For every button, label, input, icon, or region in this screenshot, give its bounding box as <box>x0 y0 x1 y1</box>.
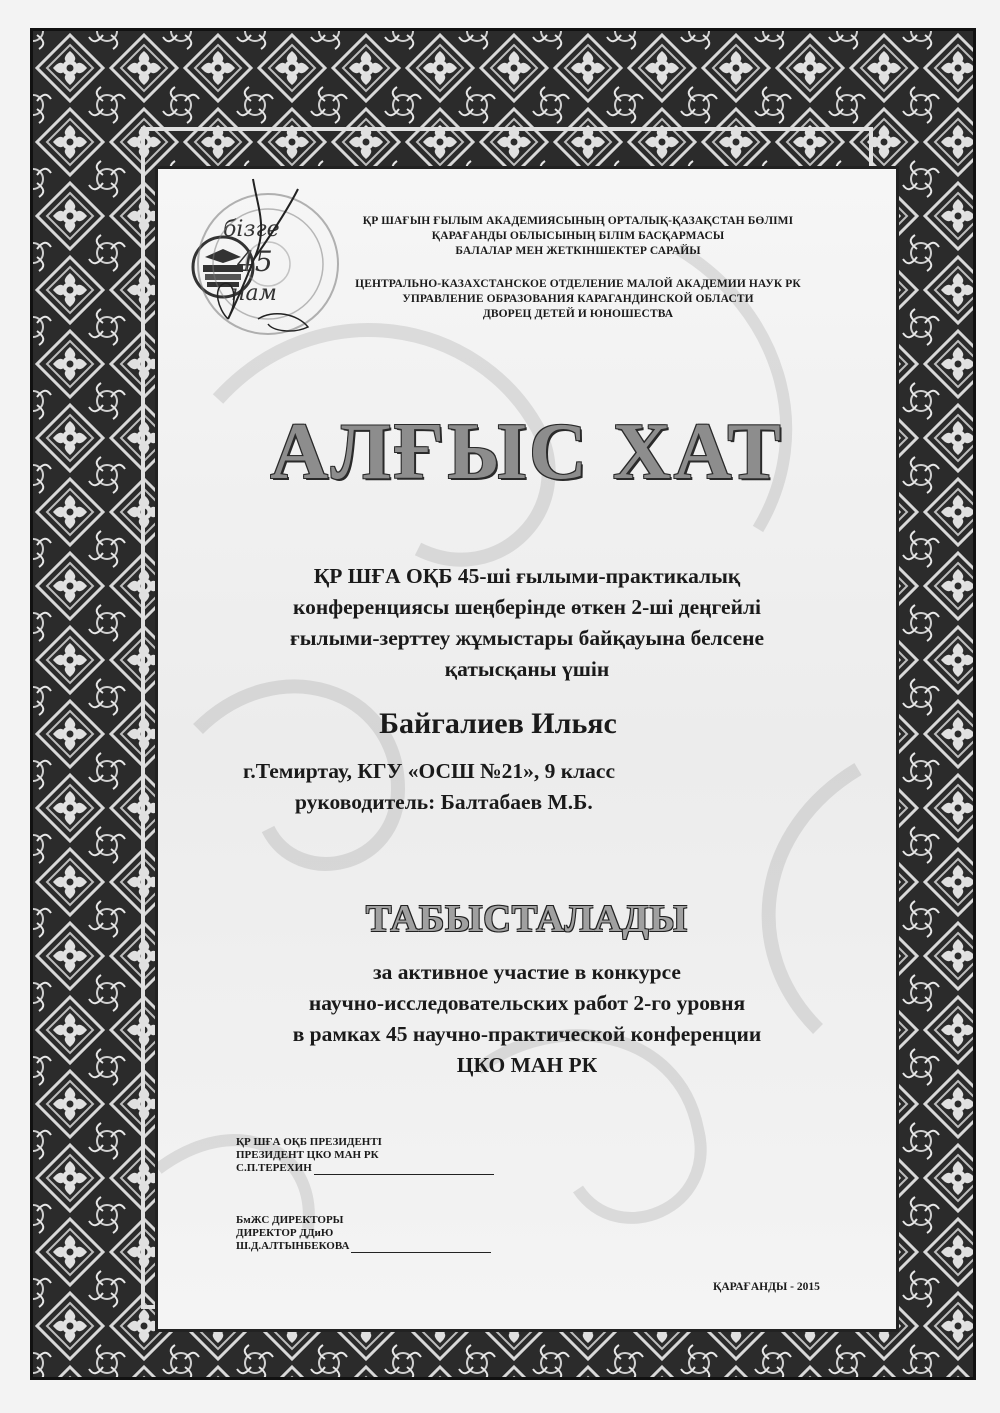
signature-name-row <box>236 1162 494 1175</box>
header-ru-line: ДВОРЕЦ ДЕТЕЙ И ЮНОШЕСТВА <box>482 308 674 320</box>
header-kz-line: ҚАРАҒАНДЫ ОБЛЫСЫНЫҢ БІЛІМ БАСҚАРМАСЫ <box>431 230 725 242</box>
header-kazakh <box>278 214 878 259</box>
header-kz-line: ҚР ШАҒЫН ҒЫЛЫМ АКАДЕМИЯСЫНЫҢ ОРТАЛЫҚ-ҚАЗАҚСТАН БӨЛІМІ <box>362 215 794 227</box>
logo-text-top: бізге <box>223 217 280 242</box>
signature-block-president <box>236 1136 494 1175</box>
signature-name: Ш.Д.АЛТЫНБЕКОВА <box>236 1240 350 1252</box>
header-ru-line: УПРАВЛЕНИЕ ОБРАЗОВАНИЯ КАРАГАНДИНСКОЙ ОБЛАСТИ <box>402 293 754 305</box>
logo-number: 45 <box>237 245 273 278</box>
signature-line <box>314 1174 494 1175</box>
kz-body-line: қатысқаны үшін <box>444 657 610 681</box>
header-russian <box>278 277 878 322</box>
recipient-name: Байгалиев Ильяс <box>379 707 617 740</box>
signature-title-line: БмЖС ДИРЕКТОРЫ <box>236 1214 344 1226</box>
signature-title-line: ПРЕЗИДЕНТ ЦКО МАН РК <box>236 1149 379 1161</box>
certificate-content <box>155 166 899 1332</box>
kz-body-line: конференциясы шеңберінде өткен 2-ші деңгейлі <box>293 595 761 619</box>
ru-body-line: ЦКО МАН РК <box>456 1053 598 1077</box>
signature-line <box>351 1252 491 1253</box>
awarded-heading: ТАБЫСТАЛАДЫ <box>366 898 688 940</box>
kz-body-line: ҚР ШҒА ОҚБ 45-ші ғылыми-практикалық <box>313 564 741 588</box>
ru-body-line: в рамках 45 научно-практической конференции <box>292 1022 762 1046</box>
recipient-info <box>158 756 896 818</box>
recipient-supervisor: руководитель: Балтабаев М.Б. <box>295 790 593 814</box>
city-year: ҚАРАҒАНДЫ - 2015 <box>713 1281 820 1293</box>
ornamental-border <box>30 28 976 1380</box>
kazakh-body <box>198 561 856 685</box>
signature-name-row <box>236 1240 491 1253</box>
official-stamp-and-signature <box>158 169 358 344</box>
header-ru-line: ЦЕНТРАЛЬНО-КАЗАХСТАНСКОЕ ОТДЕЛЕНИЕ МАЛОЙ АКАДЕМИИ НАУК РК <box>355 278 801 290</box>
ru-body-line: за активное участие в конкурсе <box>373 960 681 984</box>
ru-body-line: научно-исследовательских работ 2-го уровня <box>308 991 746 1015</box>
certificate-title: АЛҒЫС ХАТ <box>270 408 784 496</box>
russian-body <box>178 957 876 1081</box>
signature-title-line: ДИРЕКТОР ДДиЮ <box>236 1227 334 1239</box>
kz-body-line: ғылыми-зерттеу жұмыстары байқауына белсене <box>289 626 765 650</box>
header-kz-line: БАЛАЛАР МЕН ЖЕТКІНШЕКТЕР САРАЙЫ <box>455 245 701 257</box>
logo-text-bottom: нам <box>231 281 277 306</box>
signature-block-director <box>236 1214 491 1253</box>
signature-title-line: ҚР ШҒА ОҚБ ПРЕЗИДЕНТІ <box>236 1136 382 1148</box>
signature-name: С.П.ТЕРЕХИН <box>236 1162 312 1174</box>
recipient-school: г.Темиртау, КГУ «ОСШ №21», 9 класс <box>243 759 615 783</box>
